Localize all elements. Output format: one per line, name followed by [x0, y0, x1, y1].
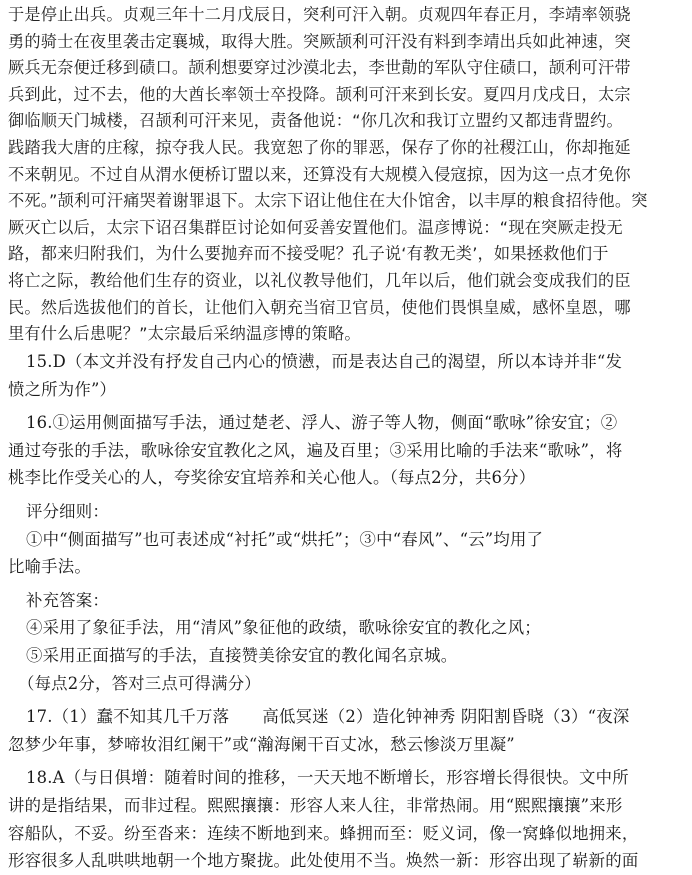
passage-line: 里有什么后患呢？”太宗最后采纳温彦博的策略。 — [8, 324, 361, 344]
scoring-details — [8, 498, 684, 581]
passage-line: 勇的骑士在夜里袭击定襄城，取得大胜。突厥颉利可汗没有料到李靖出兵如此神速，突 — [8, 31, 631, 51]
scoring-line: 比喻手法。 — [8, 557, 91, 577]
passage-line: 御临顺天门城楼，召颉利可汗来见，责备他说：“你几次和我订立盟约又都违背盟约。 — [8, 111, 623, 131]
passage-line: 践踏我大唐的庄稼，掠夺我人民。我宽恕了你的罪恶，保存了你的社稷江山，你却拖延 — [8, 137, 631, 157]
answers-section — [8, 348, 684, 875]
answer-18 — [8, 764, 684, 874]
supplementary-answers — [8, 587, 684, 697]
answer-16 — [8, 409, 684, 492]
answer-15 — [8, 348, 684, 403]
supplement-line: ⑤采用正面描写的手法，直接赞美徐安宜的教化闻名京城。 — [26, 645, 458, 665]
answer-line: 讲的是指结果，而非过程。熙熙攘攘：形容人来人往，非常热闹。用“熙熙攘攘”来形 — [8, 795, 623, 815]
answer-line: 忽梦少年事，梦啼妆泪红阑干”或“瀚海阑干百丈冰，愁云惨淡万里凝” — [8, 734, 515, 754]
scoring-title: 评分细则： — [26, 501, 109, 521]
answer-line: 容船队，不妥。纷至沓来：连续不断地到来。蜂拥而至：贬义词，像一窝蜂似地拥来， — [8, 823, 639, 843]
passage-line: 厥灭亡以后，太宗下诏召集群臣讨论如何妥善安置他们。温彦博说：“现在突厥走投无 — [8, 217, 623, 237]
answer-17 — [8, 703, 684, 758]
answer-line: 形容很多人乱哄哄地朝一个地方聚拢。此处使用不当。焕然一新：形容出现了崭新的面 — [8, 851, 639, 871]
passage-line: 不来朝见。不过自从渭水便桥订盟以来，还算没有大规模入侵寇掠，因为这一点才免你 — [8, 164, 631, 184]
scoring-line: ①中“侧面描写”也可表述成“衬托”或“烘托”；③中“春风”、“云”均用了 — [26, 529, 544, 549]
answer-line: 15.D（本文并没有抒发自己内心的愤懑，而是表达自己的渴望，所以本诗并非“发 — [26, 352, 623, 371]
passage-line: 兵到此，过不去，他的大酋长率领士卒投降。颉利可汗来到长安。夏四月戊戌日，太宗 — [8, 84, 631, 104]
answer-line: 愤之所为作”） — [8, 379, 117, 399]
answer-line: 17.（1）蠢不知其几千万落 高低冥迷（2）造化钟神秀 阴阳割昏晓（3）“夜深 — [26, 707, 630, 727]
passage-line: 路，都来归附我们，为什么要抛弃而不接受呢？孔子说‘有教无类’，如果拯救他们于 — [8, 244, 609, 264]
passage-line: 不死。”颉利可汗痛哭着谢罪退下。太宗下诏让他住在大仆馆舍，以丰厚的粮食招待他。突 — [8, 191, 648, 211]
passage-line: 民。然后选拔他们的首长，让他们入朝充当宿卫官员，使他们畏惧皇威，感怀皇恩，哪 — [8, 297, 631, 317]
answer-line: 桃李比作受关心的人，夸奖徐安宜培养和关心他人。（每点2分，共6分） — [8, 468, 536, 488]
passage-translation — [8, 2, 684, 348]
supplement-line: ④采用了象征手法，用“清风”象征他的政绩，歌咏徐安宜的教化之风； — [26, 618, 541, 638]
supplement-title: 补充答案： — [26, 590, 109, 610]
passage-line: 于是停止出兵。贞观三年十二月戊辰日，突利可汗入朝。贞观四年春正月，李靖率领骁 — [8, 5, 631, 24]
passage-line: 厥兵无奈便迁移到碛口。颉利想要穿过沙漠北去，李世勣的军队守住碛口，颉利可汗带 — [8, 58, 631, 78]
answer-line: 18.A（与日俱增：随着时间的推移，一天天地不断增长，形容增长得很快。文中所 — [26, 768, 629, 788]
supplement-note: （每点2分，答对三点可得满分） — [18, 673, 261, 693]
answer-line: 通过夸张的手法，歌咏徐安宜教化之风，遍及百里；③采用比喻的手法来“歌咏”，将 — [8, 440, 623, 460]
passage-line: 将亡之际，教给他们生存的资业，以礼仪教导他们，几年以后，他们就会变成我们的臣 — [8, 270, 631, 290]
answer-line: 16.①运用侧面描写手法，通过楚老、浮人、游子等人物，侧面“歌咏”徐安宜；② — [26, 413, 618, 433]
